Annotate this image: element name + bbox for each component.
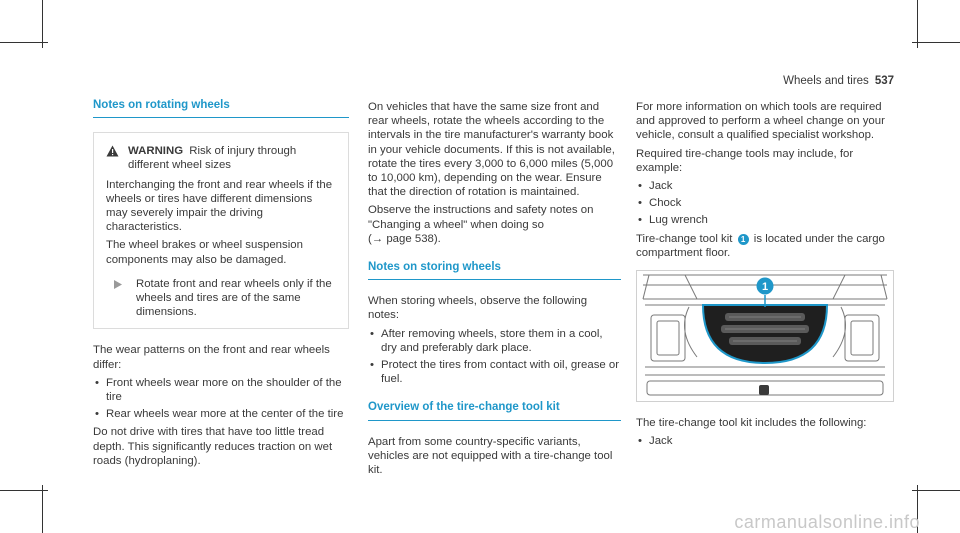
section-heading-storing: Notes on storing wheels	[368, 260, 621, 280]
warning-instruction	[106, 277, 336, 320]
warning-paragraph: The wheel brakes or wheel suspension components may also be damaged.	[106, 239, 303, 266]
info-paragraph: For more information on which tools are required and approved to perform a wheel change on your vehicle, consult a qualified specialist workshop.	[636, 101, 885, 142]
storing-list	[368, 327, 621, 387]
warning-triangle-icon	[106, 145, 119, 157]
list-item: • Jack	[636, 179, 892, 193]
page-number: 537	[874, 75, 894, 87]
section-title: Wheels and tires	[783, 75, 869, 87]
overview-paragraph: Apart from some country-specific variants, vehicles are not equipped with a tire-change tool kit.	[368, 435, 613, 477]
column-1	[93, 98, 349, 472]
column-2	[368, 100, 621, 481]
includes-list	[636, 434, 892, 448]
warning-label: WARNING	[128, 145, 184, 158]
tread-note: Do not drive with tires that have too little tread depth. This significantly reduces traction on wet roads (hydroplaning).	[93, 426, 333, 467]
crop-mark	[42, 485, 43, 533]
warning-header	[106, 144, 336, 172]
includes-intro: The tire-change tool kit includes the following:	[636, 417, 867, 430]
list-item: • Lug wrench	[636, 213, 892, 227]
warning-paragraph: Interchanging the front and rear wheels if the wheels or tires have different dimensions may severely impair the driving characteristics.	[106, 178, 333, 234]
kit-location-paragraph	[636, 232, 892, 260]
warning-box	[93, 132, 349, 329]
observe-text: Observe the instructions and safety notes on "Changing a wheel" when doing so	[368, 204, 594, 231]
kit-location-text: is located under the cargo compartment floor.	[636, 232, 885, 259]
crop-mark	[0, 42, 48, 43]
crop-mark	[912, 490, 960, 491]
required-tools-list	[636, 179, 892, 228]
section-heading-rotating: Notes on rotating wheels	[93, 98, 349, 118]
wear-intro: The wear patterns on the front and rear wheels differ:	[93, 344, 330, 371]
storing-intro: When storing wheels, observe the following notes:	[368, 295, 588, 322]
figure-callout: 1	[761, 281, 769, 294]
list-item: • After removing wheels, store them in a cool, dry and preferably dark place.	[368, 327, 621, 355]
list-item: • Protect the tires from contact with oil, grease or fuel.	[368, 358, 621, 386]
crop-mark	[917, 0, 918, 48]
tool-kit-illustration	[637, 271, 893, 401]
section-heading-overview: Overview of the tire-change tool kit	[368, 400, 621, 420]
page-header	[783, 74, 894, 88]
kit-location-text: Tire-change tool kit	[636, 232, 733, 245]
rotation-paragraph: On vehicles that have the same size front and rear wheels, rotate the wheels according to the intervals in the tire manufacturer's warranty book in your vehicle documents. If this is not available, rotate the tires every 3,000 to 6,000 miles (5,000 to 10,000 km), depending on the wear. Ensure that the direction of rotation is maintained.	[368, 101, 615, 199]
page-reference-link[interactable]: (→ page 538).	[368, 232, 441, 245]
list-item: • Jack	[636, 434, 892, 448]
list-item: • Front wheels wear more on the shoulder of the tire	[93, 376, 349, 404]
watermark: carmanualsonline.info	[734, 511, 920, 532]
required-intro: Required tire-change tools may include, for example:	[636, 147, 854, 174]
play-arrow-icon	[114, 280, 122, 289]
list-item: • Rear wheels wear more at the center of the tire	[93, 407, 349, 421]
wear-list	[93, 376, 349, 422]
warning-text: Risk of injury through different wheel sizes	[128, 145, 297, 172]
observe-paragraph	[368, 203, 621, 246]
callout-badge: 1	[738, 234, 749, 245]
crop-mark	[42, 0, 43, 48]
column-3	[636, 100, 892, 452]
crop-mark	[912, 42, 960, 43]
crop-mark	[0, 490, 48, 491]
cargo-compartment-figure	[636, 270, 894, 402]
instruction-text: Rotate front and rear wheels only if the wheels and tires are of the same dimensions.	[136, 277, 332, 319]
list-item: • Chock	[636, 196, 892, 210]
